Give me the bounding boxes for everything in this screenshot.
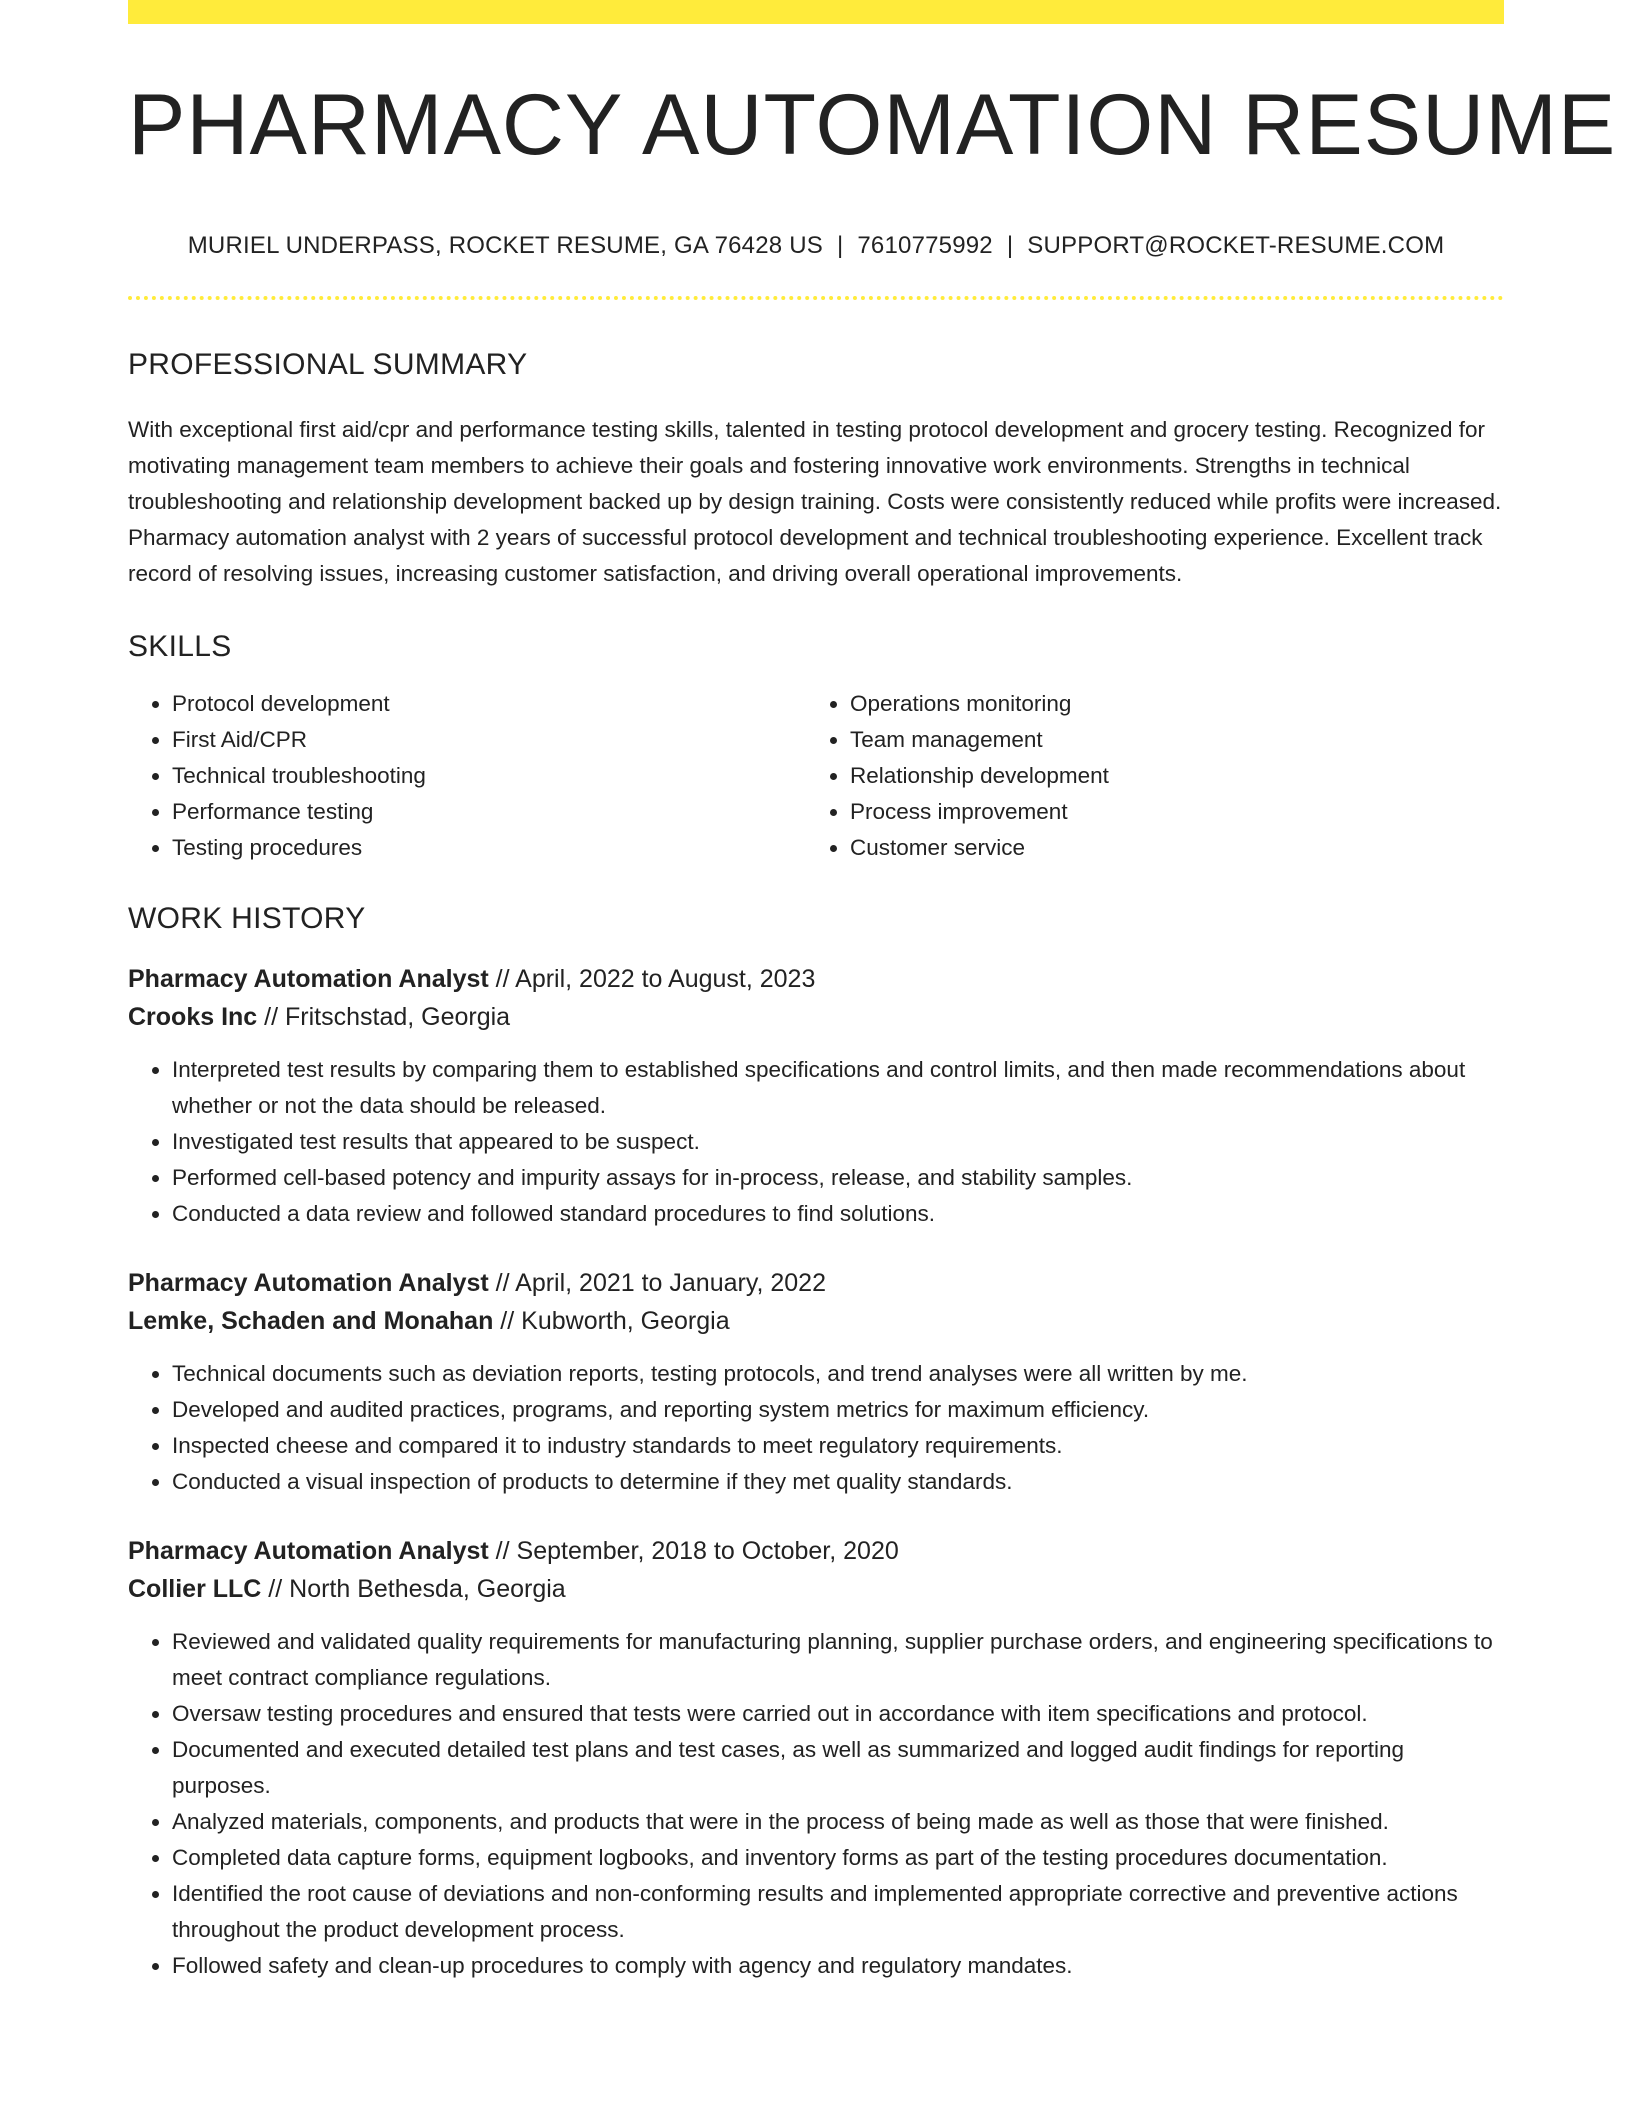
job-divider: // (261, 1575, 290, 1603)
contact-separator: | (1006, 232, 1014, 259)
skill-item: • Performance testing (172, 794, 806, 830)
skills-heading: SKILLS (128, 630, 232, 663)
job-location: North Bethesda, Georgia (289, 1575, 566, 1603)
job-entry (128, 1264, 1504, 1500)
job-title-line (128, 960, 1504, 998)
dotted-divider (128, 296, 1504, 300)
job-bullets (128, 1052, 1504, 1232)
job-divider: // (493, 1307, 522, 1335)
job-bullets (128, 1356, 1504, 1500)
job-divider: // (257, 1003, 285, 1031)
job-company: Collier LLC (128, 1575, 262, 1603)
skill-item: • Relationship development (850, 758, 1484, 794)
job-title-line (128, 1532, 1504, 1570)
skill-item: • First Aid/CPR (172, 722, 806, 758)
job-bullet: • Inspected cheese and compared it to industry standards to meet regulatory requirements. (172, 1428, 1504, 1464)
skill-item: • Protocol development (172, 686, 806, 722)
job-location: Fritschstad, Georgia (285, 1003, 511, 1031)
job-bullet: • Completed data capture forms, equipment logbooks, and inventory forms as part of the testing procedures documentation. (172, 1840, 1504, 1876)
skills-column-right (806, 686, 1484, 866)
job-divider: // (488, 1537, 517, 1565)
job-bullet: • Technical documents such as deviation reports, testing protocols, and trend analyses were all written by me. (172, 1356, 1504, 1392)
skill-item: • Operations monitoring (850, 686, 1484, 722)
job-title: Pharmacy Automation Analyst (128, 1537, 489, 1565)
skill-item: • Customer service (850, 830, 1484, 866)
job-company-line (128, 1302, 1504, 1340)
contact-separator: | (836, 232, 844, 259)
job-bullet: • Conducted a visual inspection of products to determine if they met quality standards. (172, 1464, 1504, 1500)
top-accent-bar (128, 0, 1504, 24)
job-company-line (128, 1570, 1504, 1608)
job-company: Crooks Inc (128, 1003, 258, 1031)
job-entry (128, 960, 1504, 1232)
job-bullet: • Oversaw testing procedures and ensured that tests were carried out in accordance with item specifications and protocol. (172, 1696, 1504, 1732)
job-title: Pharmacy Automation Analyst (128, 965, 489, 993)
job-bullet: • Interpreted test results by comparing them to established specifications and control limits, and then made recommendations about whether or not the data should be released. (172, 1052, 1504, 1124)
job-divider: // (488, 965, 516, 993)
contact-line (128, 234, 1504, 258)
resume-title: PHARMACY AUTOMATION RESUME (128, 77, 1617, 173)
work-history-heading: WORK HISTORY (128, 902, 366, 935)
job-company: Lemke, Schaden and Monahan (128, 1307, 494, 1335)
job-bullet: • Reviewed and validated quality requirements for manufacturing planning, supplier purchase orders, and engineering specifications to meet contract compliance regulations. (172, 1624, 1504, 1696)
summary-text: With exceptional first aid/cpr and performance testing skills, talented in testing protocol development and grocery testing. Recognized for motivating management team members to achieve their goals and fostering innovative work environments. Strengths in technical troubleshooting and relationship development backed up by design training. Costs were consistently reduced while profits were increased. Pharmacy automation analyst with 2 years of successful protocol development and technical troubleshooting experience. Excellent track record of resolving issues, increasing customer satisfaction, and driving overall operational improvements. (128, 417, 1502, 586)
contact-phone: 7610775992 (857, 232, 993, 259)
skill-item: • Process improvement (850, 794, 1484, 830)
job-entry (128, 1532, 1504, 1984)
job-divider: // (488, 1269, 516, 1297)
job-dates: April, 2022 to August, 2023 (515, 965, 816, 993)
job-bullets (128, 1624, 1504, 1984)
job-bullet: • Developed and audited practices, programs, and reporting system metrics for maximum efficiency. (172, 1392, 1504, 1428)
job-bullet: • Investigated test results that appeared to be suspect. (172, 1124, 1504, 1160)
skills-column-left (128, 686, 806, 866)
job-company-line (128, 998, 1504, 1036)
job-bullet: • Performed cell-based potency and impurity assays for in-process, release, and stability samples. (172, 1160, 1504, 1196)
job-bullet: • Documented and executed detailed test plans and test cases, as well as summarized and logged audit findings for reporting purposes. (172, 1732, 1504, 1804)
skill-item: • Team management (850, 722, 1484, 758)
contact-address: MURIEL UNDERPASS, ROCKET RESUME, GA 76428 US (187, 232, 823, 259)
skills-list (128, 686, 1504, 866)
skill-item: • Technical troubleshooting (172, 758, 806, 794)
job-dates: September, 2018 to October, 2020 (516, 1537, 899, 1565)
contact-email: SUPPORT@ROCKET-RESUME.COM (1027, 232, 1445, 259)
skill-item: • Testing procedures (172, 830, 806, 866)
job-bullet: • Identified the root cause of deviations and non-conforming results and implemented appropriate corrective and preventive actions throughout the product development process. (172, 1876, 1504, 1948)
job-location: Kubworth, Georgia (521, 1307, 730, 1335)
job-title-line (128, 1264, 1504, 1302)
job-bullet: • Analyzed materials, components, and products that were in the process of being made as well as those that were finished. (172, 1804, 1504, 1840)
job-bullet: • Conducted a data review and followed standard procedures to find solutions. (172, 1196, 1504, 1232)
job-title: Pharmacy Automation Analyst (128, 1269, 489, 1297)
job-bullet: • Followed safety and clean-up procedures to comply with agency and regulatory mandates. (172, 1948, 1504, 1984)
summary-heading: PROFESSIONAL SUMMARY (128, 348, 528, 381)
job-dates: April, 2021 to January, 2022 (515, 1269, 826, 1297)
resume-page (128, 0, 1617, 1984)
